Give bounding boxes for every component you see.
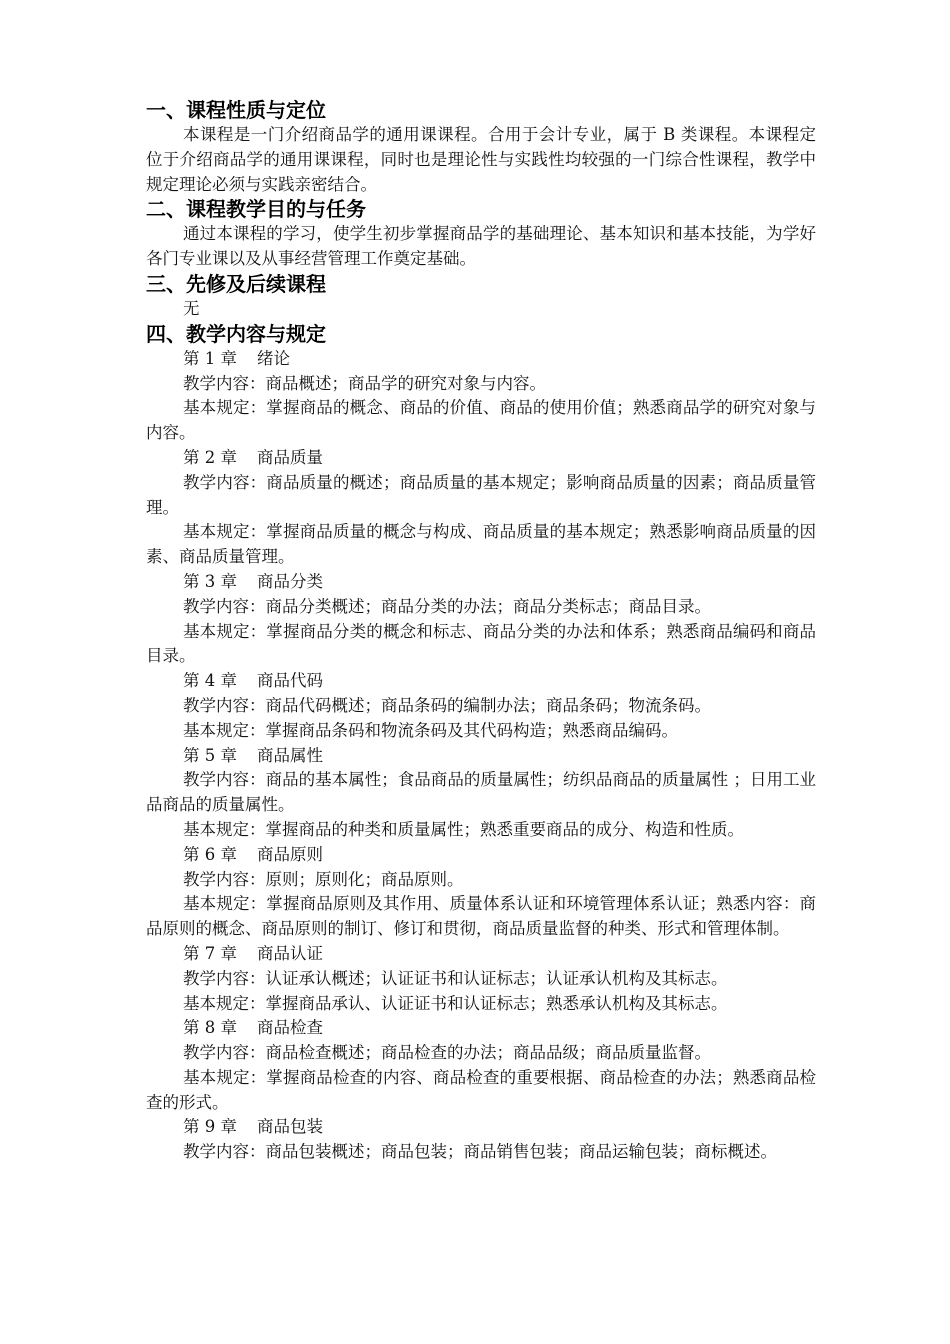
chapter-requirement: 基本规定：掌握商品的概念、商品的价值、商品的使用价值；熟悉商品学的研究对象与内容。	[146, 398, 816, 443]
chapter-title: 绪论	[257, 348, 290, 368]
chapter-number: 第 5 章	[183, 745, 237, 765]
chapter-number: 第 1 章	[183, 348, 237, 368]
chapter-requirement: 基本规定：掌握商品质量的概念与构成、商品质量的基本规定；熟悉影响商品质量的因素、商品质量管理。	[146, 522, 816, 567]
chapter-requirement: 基本规定：掌握商品分类的概念和标志、商品分类的办法和体系；熟悉商品编码和商品目录。	[146, 621, 816, 666]
document-body	[146, 98, 816, 1165]
chapter-heading	[146, 446, 816, 471]
chapter-number: 第 3 章	[183, 571, 237, 591]
chapter-number: 第 9 章	[183, 1117, 237, 1137]
chapter-requirement: 基本规定：掌握商品承认、认证证书和认证标志；熟悉承认机构及其标志。	[183, 993, 728, 1013]
chapter-content: 教学内容：商品包装概述；商品包装；商品销售包装；商品运输包装；商标概述。	[183, 1142, 777, 1162]
chapter-number: 第 4 章	[183, 671, 237, 691]
section-heading: 四、教学内容与规定	[146, 321, 326, 346]
chapter-title: 商品属性	[257, 745, 323, 765]
chapter-number: 第 2 章	[183, 447, 237, 467]
chapter-heading	[146, 347, 816, 372]
chapter-number: 第 6 章	[183, 844, 237, 864]
paragraph: 本课程是一门介绍商品学的通用课课程。合用于会计专业，属于 B 类课程。本课程定位于介绍商品学的通用课课程，同时也是理论性与实践性均较强的一门综合性课程，教学中规定理论必须与实践亲密结合。	[146, 125, 816, 194]
chapter-heading	[146, 669, 816, 694]
chapter-content: 教学内容：商品检查概述；商品检查的办法；商品品级；商品质量监督。	[183, 1043, 711, 1063]
chapter-content: 教学内容：原则；原则化；商品原则。	[183, 869, 464, 889]
chapter-title: 商品质量	[257, 447, 323, 467]
chapter-title: 商品分类	[257, 571, 323, 591]
chapter-title: 商品认证	[257, 943, 323, 963]
chapter-title: 商品代码	[257, 671, 323, 691]
chapter-content: 教学内容：商品的基本属性；食品商品的质量属性；纺织品商品的质量属性 ；日用工业品商品的质量属性。	[146, 770, 816, 815]
chapter-heading	[146, 744, 816, 769]
paragraph: 无	[183, 298, 200, 318]
chapter-title: 商品原则	[257, 844, 323, 864]
section-heading: 二、课程教学目的与任务	[146, 197, 366, 222]
section-heading: 一、课程性质与定位	[146, 98, 326, 122]
paragraph: 通过本课程的学习，使学生初步掌握商品学的基础理论、基本知识和基本技能，为学好各门专业课以及从事经营管理工作奠定基础。	[146, 224, 816, 269]
chapter-heading	[146, 1016, 816, 1041]
chapter-content: 教学内容：认证承认概述；认证证书和认证标志；认证承认机构及其标志。	[183, 968, 728, 988]
chapter-content: 教学内容：商品代码概述；商品条码的编制办法；商品条码；物流条码。	[183, 695, 711, 715]
chapter-heading	[146, 942, 816, 967]
chapter-number: 第 7 章	[183, 943, 237, 963]
chapter-title: 商品包装	[257, 1117, 323, 1137]
chapter-requirement: 基本规定：掌握商品原则及其作用、质量体系认证和环境管理体系认证；熟悉内容：商品原则的概念、商品原则的制订、修订和贯彻，商品质量监督的种类、形式和管理体制。	[146, 894, 816, 939]
section-heading: 三、先修及后续课程	[146, 271, 326, 296]
chapter-number: 第 8 章	[183, 1018, 237, 1038]
chapter-title: 商品检查	[257, 1018, 323, 1038]
chapter-heading	[146, 570, 816, 595]
chapter-heading	[146, 1115, 816, 1140]
chapter-content: 教学内容：商品分类概述；商品分类的办法；商品分类标志；商品目录。	[183, 596, 711, 616]
chapter-content: 教学内容：商品质量的概述；商品质量的基本规定；影响商品质量的因素；商品质量管理。	[146, 472, 816, 517]
chapter-heading	[146, 843, 816, 868]
chapter-requirement: 基本规定：掌握商品检查的内容、商品检查的重要根据、商品检查的办法；熟悉商品检查的形式。	[146, 1067, 816, 1112]
chapter-content: 教学内容：商品概述；商品学的研究对象与内容。	[183, 373, 546, 393]
chapter-requirement: 基本规定：掌握商品的种类和质量属性；熟悉重要商品的成分、构造和性质。	[183, 819, 744, 839]
chapter-requirement: 基本规定：掌握商品条码和物流条码及其代码构造；熟悉商品编码。	[183, 720, 678, 740]
